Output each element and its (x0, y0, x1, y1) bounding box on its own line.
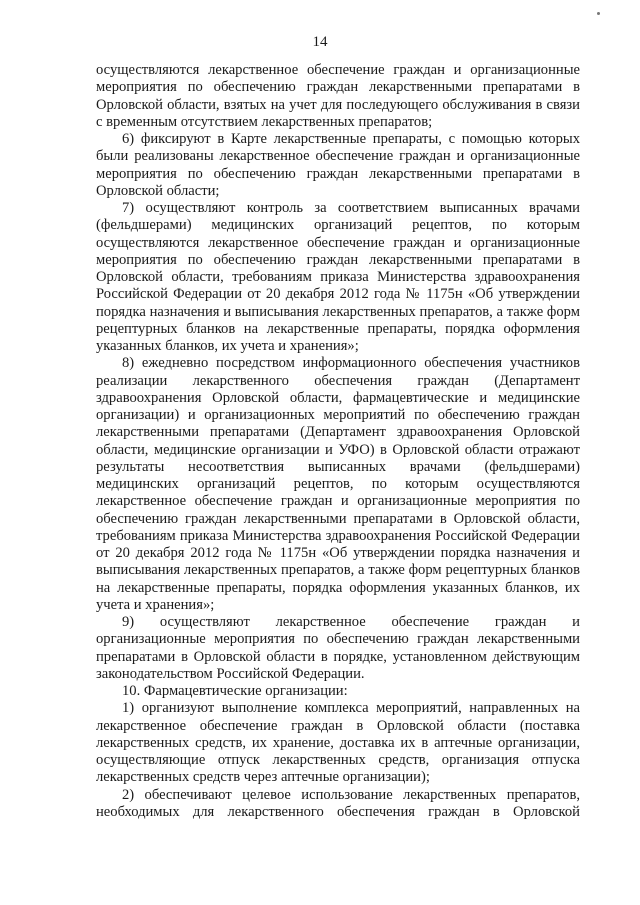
paragraph-item-10-1: 1) организуют выполнение комплекса мероприятий, направленных на лекарственное обеспечение граждан в Орловской области (поставка лекарственных средств, их хранение, доставка их в аптечные организации, осуществляющие отпуск лекарственных средств, организация отпуска лекарственных средств через аптечные организации); (96, 700, 580, 786)
page-number: 14 (312, 34, 328, 50)
paragraph-item-8: 8) ежедневно посредством информационного обеспечения участников реализации лекарственного обеспечения граждан (Департамент здравоохранения Орловской области, фармацевтические и медицинские организации) и организационных мероприятий по обеспечению граждан лекарственными препаратами (Департамент здравоохранения Орловской области, медицинские организации и УФО) в Орловской области отражают результаты несоответствия выписанных врачами (фельдшерами) медицинских организаций рецептов, по которым осуществляются лекарственное обеспечение граждан и организационные мероприятия по обеспечению граждан лекарственными препаратами в Орловской области, требованиям приказа Министерства здравоохранения Российской Федерации от 20 декабря 2012 года № 1175н «Об утверждении порядка назначения и выписывания лекарственных препаратов, а также форм рецептурных бланков на лекарственные препараты, порядка оформления указанных бланков, их учета и хранения»; (96, 355, 580, 613)
document-body (96, 62, 580, 821)
paragraph-item-7: 7) осуществляют контроль за соответствием выписанных врачами (фельдшерами) медицинских организаций рецептов, по которым осуществляются лекарственное обеспечение граждан и организационные мероприятия по обеспечению граждан лекарственными препаратами в Орловской области, требованиям приказа Министерства здравоохранения Российской Федерации от 20 декабря 2012 года № 1175н «Об утверждении порядка назначения и выписывания лекарственных препаратов, а также форм рецептурных бланков на лекарственные препараты, порядка оформления указанных бланков, их учета и хранения»; (96, 200, 580, 354)
section-heading-10: 10. Фармацевтические организации: (122, 683, 348, 699)
paragraph-item-6: 6) фиксируют в Карте лекарственные препараты, с помощью которых были реализованы лекарственное обеспечение граждан и организационные мероприятия по обеспечению граждан лекарственными препаратами в Орловской области; (96, 131, 580, 199)
paragraph-item-9: 9) осуществляют лекарственное обеспечение граждан и организационные мероприятия по обеспечению граждан лекарственными препаратами в Орловской области в порядке, установленном действующим законодательством Российской Федерации. (96, 614, 580, 682)
paragraph-continuation: осуществляются лекарственное обеспечение граждан и организационные мероприятия по обеспечению граждан лекарственными препаратами в Орловской области, взятых на учет для последующего обслуживания в связи с временным отсутствием лекарственных препаратов; (96, 62, 580, 130)
paragraph-item-10-2: 2) обеспечивают целевое использование лекарственных препаратов, необходимых для лекарственного обеспечения граждан в Орловской (96, 786, 580, 820)
scan-speck (597, 12, 600, 15)
